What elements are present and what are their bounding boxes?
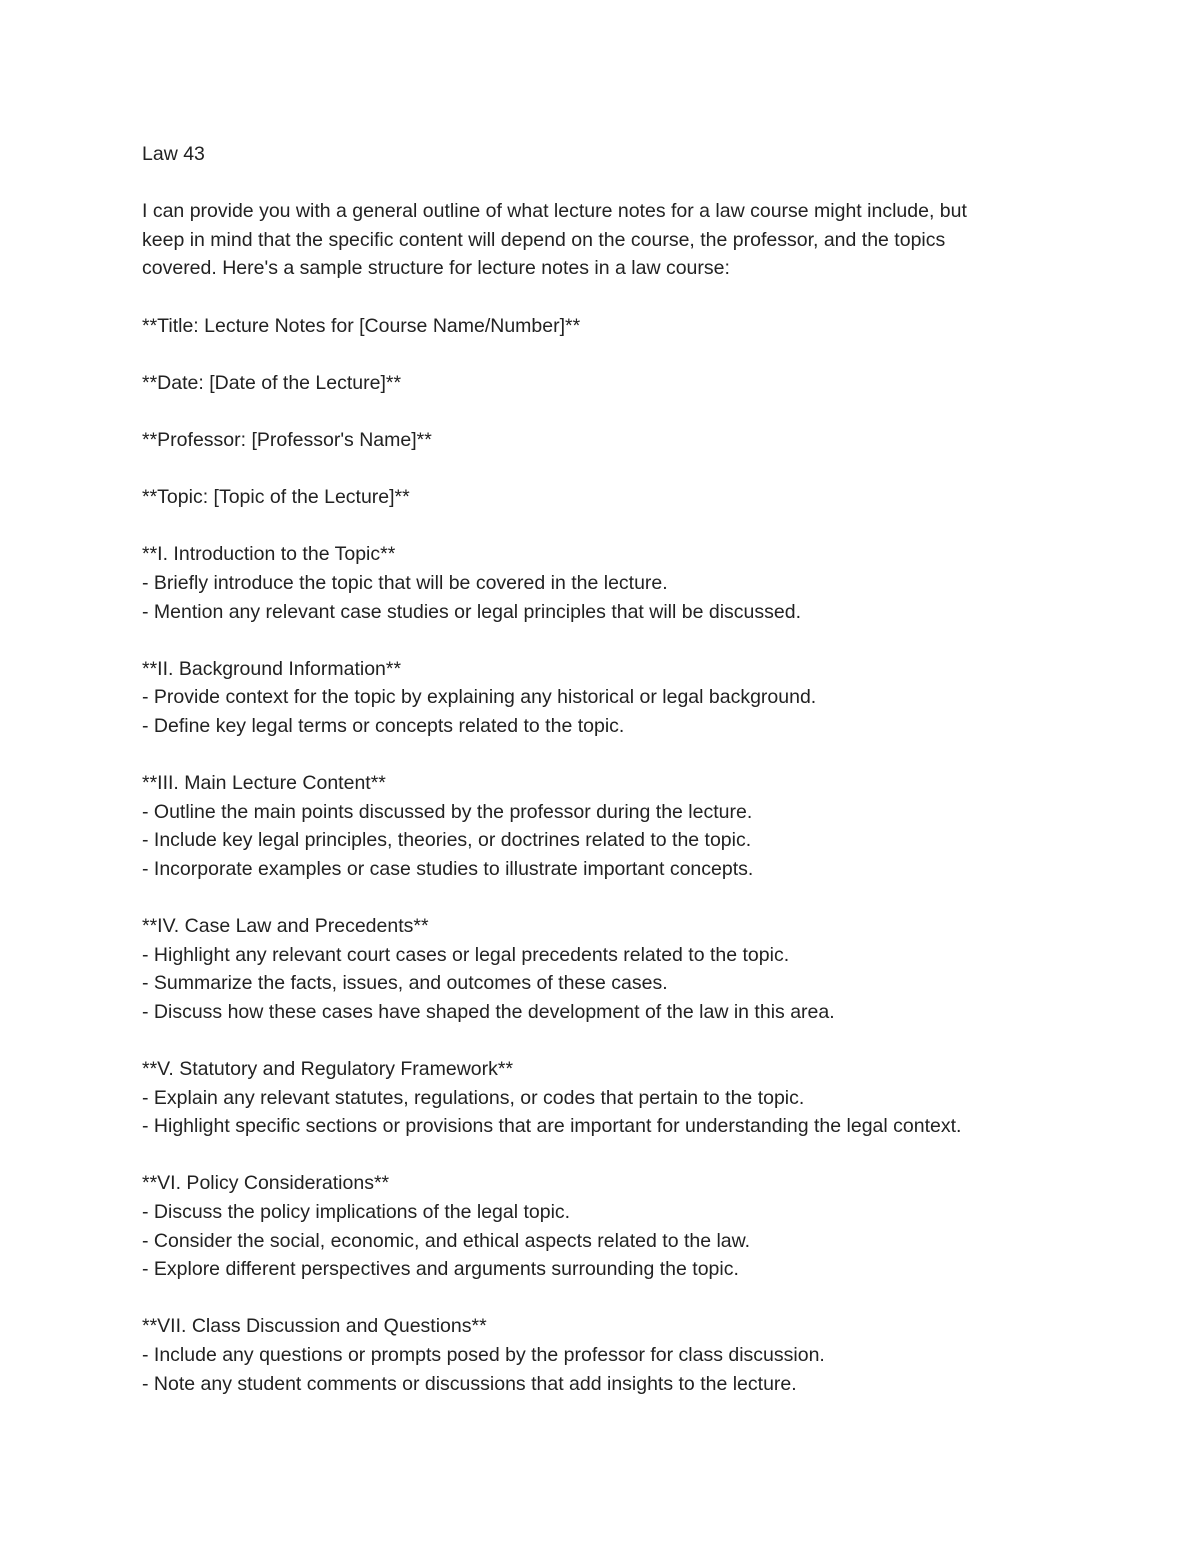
section-bullet: - Highlight specific sections or provisions that are important for understanding the legal context. [142, 1115, 962, 1138]
intro-line: covered. Here's a sample structure for lecture notes in a law course: [142, 257, 730, 280]
spacer [142, 626, 1077, 655]
section-bullet: - Explore different perspectives and arguments surrounding the topic. [142, 1258, 739, 1281]
section-heading: **VI. Policy Considerations** [142, 1172, 390, 1195]
section-background [142, 655, 1077, 741]
section-bullet: - Highlight any relevant court cases or legal precedents related to the topic. [142, 943, 790, 966]
section-bullet: - Define key legal terms or concepts related to the topic. [142, 714, 625, 737]
section-bullet: - Mention any relevant case studies or legal principles that will be discussed. [142, 600, 802, 623]
section-policy [142, 1169, 1077, 1283]
section-heading: **VII. Class Discussion and Questions** [142, 1315, 487, 1338]
document-body [142, 140, 1077, 1398]
intro-line: keep in mind that the specific content will depend on the course, the professor, and the topics [142, 228, 946, 251]
section-heading: **I. Introduction to the Topic** [142, 543, 396, 566]
section-heading: **V. Statutory and Regulatory Framework** [142, 1058, 514, 1080]
section-bullet: - Summarize the facts, issues, and outcomes of these cases. [142, 972, 668, 995]
section-bullet: - Include key legal principles, theories, or doctrines related to the topic. [142, 829, 752, 852]
meta-date-line: **Date: [Date of the Lecture]** [142, 371, 402, 394]
document-title: Law 43 [142, 143, 205, 165]
spacer [142, 283, 1077, 312]
section-bullet: - Explain any relevant statutes, regulations, or codes that pertain to the topic. [142, 1086, 805, 1109]
spacer [142, 397, 1077, 426]
spacer [142, 740, 1077, 769]
section-statutory [142, 1055, 1077, 1141]
spacer [142, 1284, 1077, 1313]
section-bullet: - Discuss how these cases have shaped the development of the law in this area. [142, 1000, 835, 1023]
section-bullet: - Note any student comments or discussions that add insights to the lecture. [142, 1372, 797, 1395]
section-bullet: - Briefly introduce the topic that will be covered in the lecture. [142, 571, 668, 594]
section-bullet: - Incorporate examples or case studies to illustrate important concepts. [142, 857, 754, 880]
spacer [142, 455, 1077, 484]
intro-line: I can provide you with a general outline of what lecture notes for a law course might include, but [142, 200, 967, 223]
spacer [142, 883, 1077, 912]
meta-title-line: **Title: Lecture Notes for [Course Name/Number]** [142, 314, 581, 337]
spacer [142, 169, 1077, 198]
section-bullet: - Include any questions or prompts posed by the professor for class discussion. [142, 1343, 825, 1366]
section-bullet: - Consider the social, economic, and ethical aspects related to the law. [142, 1229, 751, 1252]
meta-professor-line: **Professor: [Professor's Name]** [142, 428, 432, 451]
section-main-content [142, 769, 1077, 883]
section-discussion [142, 1312, 1077, 1398]
section-case-law [142, 912, 1077, 1026]
section-heading: **II. Background Information** [142, 657, 402, 680]
section-bullet: - Discuss the policy implications of the legal topic. [142, 1200, 571, 1223]
spacer [142, 340, 1077, 369]
spacer [142, 1141, 1077, 1170]
section-bullet: - Provide context for the topic by explaining any historical or legal background. [142, 686, 817, 709]
section-bullet: - Outline the main points discussed by the professor during the lecture. [142, 800, 753, 823]
meta-topic-line: **Topic: [Topic of the Lecture]** [142, 486, 410, 509]
section-heading: **IV. Case Law and Precedents** [142, 915, 429, 938]
spacer [142, 1026, 1077, 1055]
section-introduction [142, 540, 1077, 626]
section-heading: **III. Main Lecture Content** [142, 772, 386, 795]
spacer [142, 512, 1077, 541]
intro-paragraph [142, 197, 1077, 283]
